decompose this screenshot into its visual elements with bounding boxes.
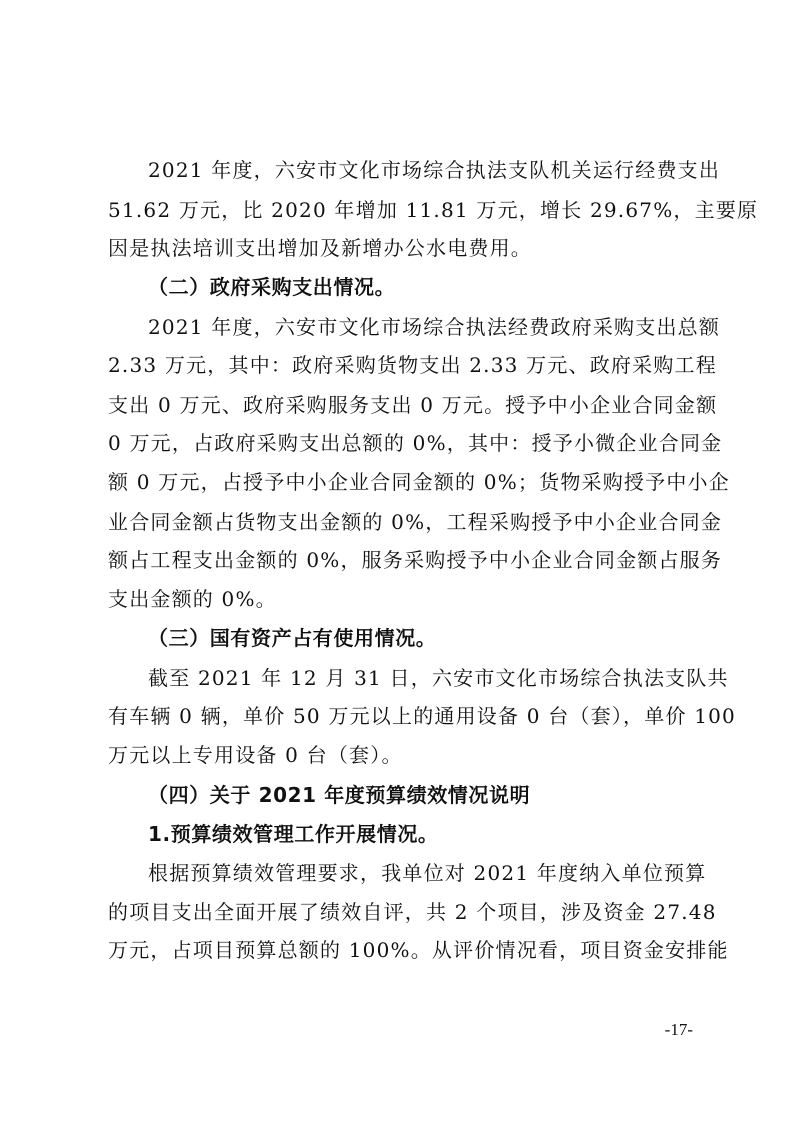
paragraph-line: 业合同金额占货物支出金额的 0%，工程采购授予中小企业合同金 — [108, 510, 723, 534]
section-heading-assets: （三）国有资产占有使用情况。 — [148, 626, 437, 650]
paragraph-line: 51.62 万元，比 2020 年增加 11.81 万元，增长 29.67%，主要原 — [108, 198, 759, 222]
paragraph-line: 因是执法培训支出增加及新增办公水电费用。 — [108, 236, 532, 260]
paragraph-line: 额 0 万元，占授予中小企业合同金额的 0%；货物采购授予中小企 — [108, 470, 730, 494]
paragraph-line: 0 万元，占政府采购支出总额的 0%，其中：授予小微企业合同金 — [108, 431, 723, 455]
paragraph-line: 万元以上专用设备 0 台（套）。 — [108, 743, 403, 767]
paragraph-line: 截至 2021 年 12 月 31 日，六安市文化市场综合执法支队共 — [148, 666, 729, 690]
subsection-heading: 1.预算绩效管理工作开展情况。 — [148, 822, 439, 846]
section-heading-performance: （四）关于 2021 年度预算绩效情况说明 — [148, 783, 531, 807]
paragraph-line: 有车辆 0 辆，单价 50 万元以上的通用设备 0 台（套），单价 100 — [108, 704, 736, 728]
paragraph-line: 2021 年度，六安市文化市场综合执法支队机关运行经费支出 — [148, 158, 721, 182]
paragraph-line: 支出金额的 0%。 — [108, 587, 277, 611]
paragraph-line: 万元，占项目预算总额的 100%。从评价情况看，项目资金安排能 — [108, 938, 729, 962]
paragraph-line: 额占工程支出金额的 0%，服务采购授予中小企业合同金额占服务 — [108, 548, 723, 572]
paragraph-line: 2.33 万元，其中：政府采购货物支出 2.33 万元、政府采购工程 — [108, 353, 717, 377]
section-heading-procurement: （二）政府采购支出情况。 — [148, 275, 396, 299]
page-number: -17- — [664, 1020, 693, 1039]
paragraph-line: 的项目支出全面开展了绩效自评，共 2 个项目，涉及资金 27.48 — [108, 900, 717, 924]
paragraph-line: 支出 0 万元、政府采购服务支出 0 万元。授予中小企业合同金额 — [108, 393, 718, 417]
paragraph-line: 根据预算绩效管理要求，我单位对 2021 年度纳入单位预算 — [148, 861, 707, 885]
paragraph-line: 2021 年度，六安市文化市场综合执法经费政府采购支出总额 — [148, 315, 721, 339]
